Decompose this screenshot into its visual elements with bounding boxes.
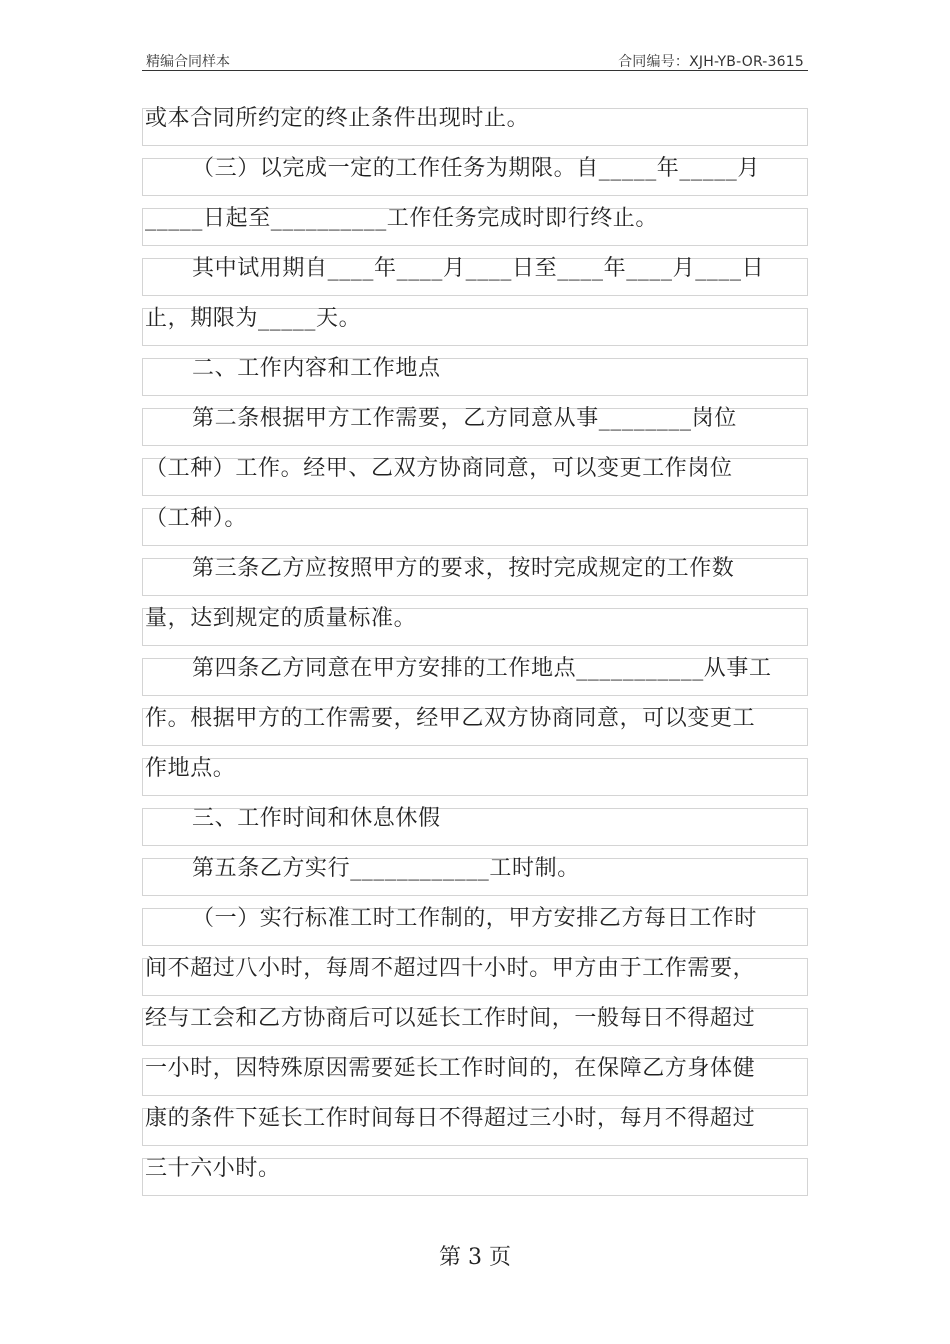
text-line — [142, 1096, 808, 1146]
text-line — [142, 796, 808, 846]
text-line — [142, 546, 808, 596]
text-line — [142, 996, 808, 1046]
text-line — [142, 96, 808, 146]
line-box — [142, 758, 808, 796]
line-text: 作。根据甲方的工作需要，经甲乙双方协商同意，可以变更工 — [145, 706, 756, 731]
text-line — [142, 746, 808, 796]
line-text: 第四条乙方同意在甲方安排的工作地点___________从事工 — [192, 656, 772, 681]
page-number: 第 3 页 — [439, 1245, 511, 1270]
line-text: 三、工作时间和休息休假 — [192, 806, 441, 831]
line-text: （工种）工作。经甲、乙双方协商同意，可以变更工作岗位 — [145, 456, 733, 481]
line-text: （三）以完成一定的工作任务为期限。自_____年_____月 — [192, 156, 761, 181]
text-line — [142, 146, 808, 196]
text-line — [142, 396, 808, 446]
line-text: 间不超过八小时，每周不超过四十小时。甲方由于工作需要， — [145, 956, 756, 981]
text-line — [142, 1146, 808, 1196]
line-text: 止，期限为_____天。 — [145, 306, 362, 331]
line-text: （工种）。 — [145, 506, 248, 531]
line-text: _____日起至__________工作任务完成时即行终止。 — [145, 206, 659, 231]
line-text: 经与工会和乙方协商后可以延长工作时间，一般每日不得超过 — [145, 1006, 756, 1031]
line-text: 康的条件下延长工作时间每日不得超过三小时，每月不得超过 — [145, 1106, 756, 1131]
text-line — [142, 896, 808, 946]
text-line — [142, 646, 808, 696]
text-line — [142, 246, 808, 296]
text-line — [142, 1046, 808, 1096]
contract-number: 合同编号：XJH-YB-OR-3615 — [618, 54, 804, 70]
line-text: 或本合同所约定的终止条件出现时止。 — [145, 106, 530, 131]
document-body — [142, 96, 808, 1196]
text-line — [142, 196, 808, 246]
line-text: 二、工作内容和工作地点 — [192, 356, 441, 381]
header-title: 精编合同样本 — [146, 54, 230, 70]
line-text: 第二条根据甲方工作需要，乙方同意从事________岗位 — [192, 406, 737, 431]
text-line — [142, 696, 808, 746]
line-text: 量，达到规定的质量标准。 — [145, 606, 417, 631]
text-line — [142, 946, 808, 996]
line-text: 第五条乙方实行____________工时制。 — [192, 856, 580, 881]
line-text: 一小时，因特殊原因需要延长工作时间的，在保障乙方身体健 — [145, 1056, 756, 1081]
text-line — [142, 346, 808, 396]
line-text: 其中试用期自____年____月____日至____年____月____日 — [192, 256, 765, 281]
text-line — [142, 846, 808, 896]
text-line — [142, 596, 808, 646]
text-line — [142, 296, 808, 346]
line-text: 第三条乙方应按照甲方的要求，按时完成规定的工作数 — [192, 556, 735, 581]
text-line — [142, 496, 808, 546]
line-text: 作地点。 — [145, 756, 236, 781]
page-header — [142, 48, 808, 71]
line-text: 三十六小时。 — [145, 1156, 281, 1181]
line-text: （一）实行标准工时工作制的，甲方安排乙方每日工作时 — [192, 906, 758, 931]
text-line — [142, 446, 808, 496]
